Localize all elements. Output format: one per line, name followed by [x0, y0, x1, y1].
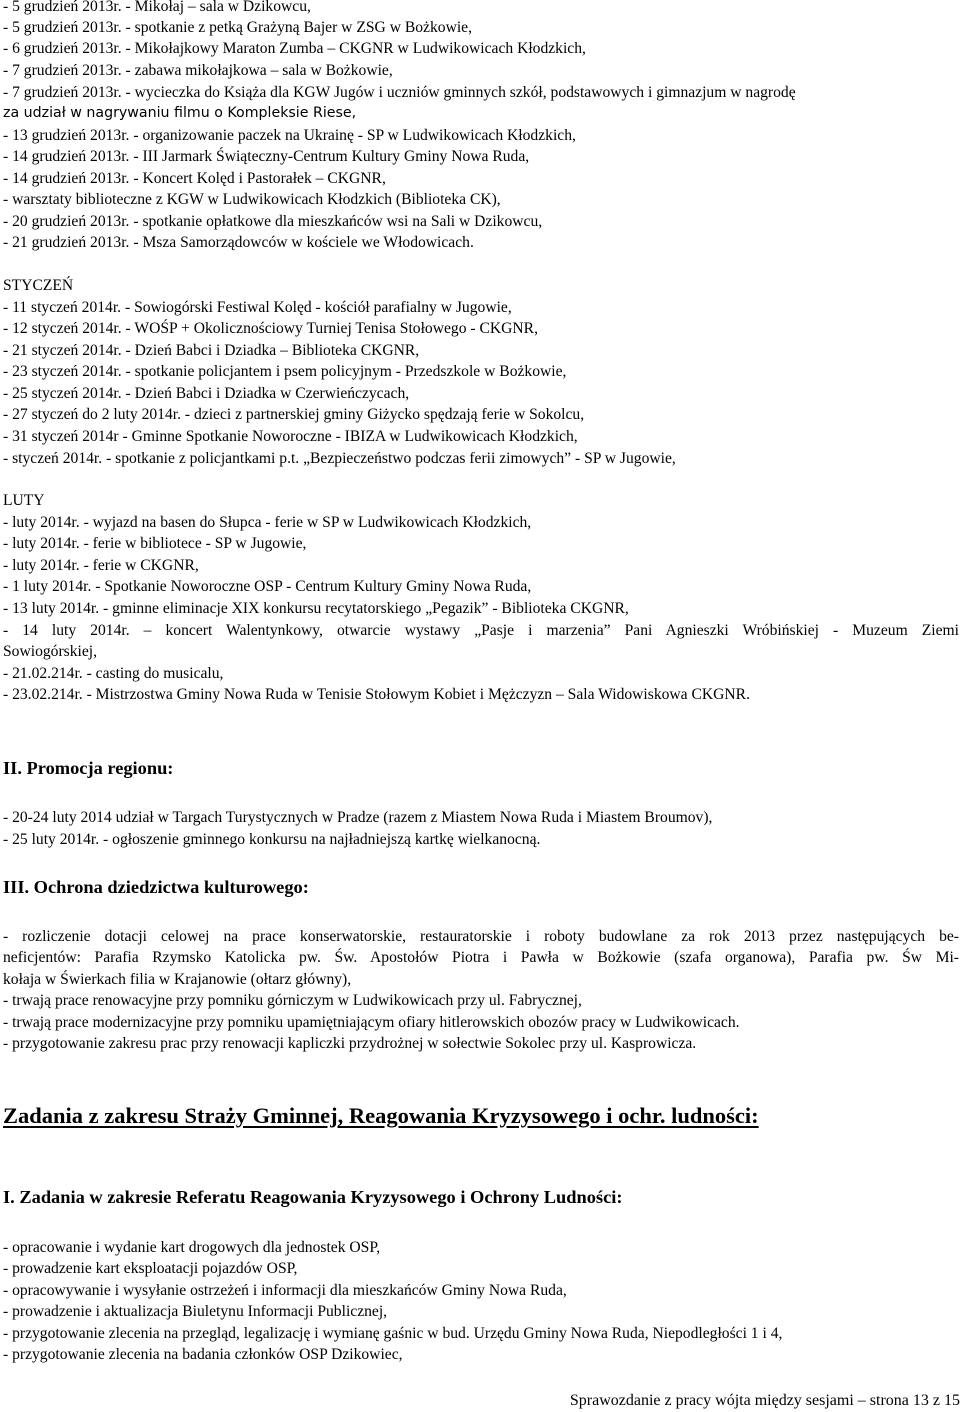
list-item: - 13 luty 2014r. - gminne eliminacje XIX konkursu recytatorskiego „Pegazik” - Biblioteka CKGNR,	[3, 600, 629, 617]
list-item: - luty 2014r. - ferie w CKGNR,	[3, 557, 199, 574]
list-item: - 21.02.214r. - casting do musicalu,	[3, 665, 224, 682]
list-item: - 6 grudzień 2013r. - Mikołajkowy Maraton Zumba – CKGNR w Ludwikowicach Kłodzkich,	[3, 40, 586, 57]
list-item: - 21 grudzień 2013r. - Msza Samorządowców w kościele we Włodowicach.	[3, 234, 474, 251]
list-item: - styczeń 2014r. - spotkanie z policjantkami p.t. „Bezpieczeństwo podczas ferii zimowych” - SP w Jugowie,	[3, 450, 676, 467]
list-item: - 1 luty 2014r. - Spotkanie Noworoczne OSP - Centrum Kultury Gminy Nowa Ruda,	[3, 578, 532, 595]
list-item: za udział w nagrywaniu filmu o Kompleksie Riese,	[3, 105, 357, 121]
list-item: - 5 grudzień 2013r. - Mikołaj – sala w Dzikowcu,	[3, 0, 311, 15]
section-heading-referat: I. Zadania w zakresie Referatu Reagowania Kryzysowego i Ochrony Ludności:	[3, 1187, 623, 1207]
list-item: - 21 styczeń 2014r. - Dzień Babci i Dziadka – Biblioteka CKGNR,	[3, 342, 420, 359]
list-item: - 27 styczeń do 2 luty 2014r. - dzieci z partnerskiej gminy Giżycko spędzają ferie w Sokolcu,	[3, 406, 585, 423]
list-item: - luty 2014r. - ferie w bibliotece - SP w Jugowie,	[3, 535, 307, 552]
list-item: - 14 luty 2014r. – koncert Walentynkowy, otwarcie wystawy „Pasje i marzenia” Pani Agnieszki Wróbińskiej - Muzeum Ziemi	[3, 622, 959, 639]
list-item: - 12 styczeń 2014r. - WOŚP + Okolicznościowy Turniej Tenisa Stołowego - CKGNR,	[3, 320, 538, 337]
list-item: - 11 styczeń 2014r. - Sowiogórski Festiwal Kolęd - kościół parafialny w Jugowie,	[3, 299, 512, 316]
list-item: - prowadzenie i aktualizacja Biuletynu Informacji Publicznej,	[3, 1303, 388, 1320]
list-item: - trwają prace modernizacyjne przy pomniku upamiętniającym ofiary hitlerowskich obozów pracy w Ludwikowicach.	[3, 1014, 740, 1031]
list-item: - przygotowanie zlecenia na badania członków OSP Dzikowiec,	[3, 1346, 403, 1363]
list-item: - przygotowanie zakresu prac przy renowacji kapliczki przydrożnej w sołectwie Sokolec przy ul. Kasprowicza.	[3, 1035, 697, 1052]
page-footer: Sprawozdanie z pracy wójta między sesjami – strona 13 z 15	[569, 1392, 960, 1409]
list-item: neficjentów: Parafia Rzymsko Katolicka pw. Św. Apostołów Piotra i Pawła w Bożkowie (szafa organowa), Parafia pw. Św Mi-	[3, 949, 959, 966]
list-item: Sowiogórskiej,	[3, 643, 97, 660]
section-heading-promocja: II. Promocja regionu:	[3, 758, 174, 778]
list-item: - 14 grudzień 2013r. - Koncert Kolęd i Pastorałek – CKGNR,	[3, 170, 386, 187]
chapter-heading-zadania: Zadania z zakresu Straży Gminnej, Reagowania Kryzysowego i ochr. ludności:	[3, 1103, 759, 1128]
list-item: - opracowanie i wydanie kart drogowych dla jednostek OSP,	[3, 1239, 381, 1256]
list-item: - 14 grudzień 2013r. - III Jarmark Świąteczny-Centrum Kultury Gminy Nowa Ruda,	[3, 148, 530, 165]
list-item: - 20-24 luty 2014 udział w Targach Turystycznych w Pradze (razem z Miastem Nowa Ruda i Miastem Broumov),	[3, 809, 713, 826]
list-item: kołaja w Świerkach filia w Krajanowie (ołtarz główny),	[3, 971, 352, 988]
list-item: - 23.02.214r. - Mistrzostwa Gminy Nowa Ruda w Tenisie Stołowym Kobiet i Mężczyzn – Sala Widowiskowa CKGNR.	[3, 686, 750, 703]
list-item: - prowadzenie kart eksploatacji pojazdów OSP,	[3, 1260, 298, 1277]
list-item: - 23 styczeń 2014r. - spotkanie policjantem i psem policyjnym - Przedszkole w Bożkowie,	[3, 363, 567, 380]
month-heading-styczen: STYCZEŃ	[3, 277, 74, 294]
list-item: - opracowywanie i wysyłanie ostrzeżeń i informacji dla mieszkańców Gminy Nowa Ruda,	[3, 1282, 567, 1299]
section-heading-ochrona: III. Ochrona dziedzictwa kulturowego:	[3, 877, 309, 897]
list-item: - 7 grudzień 2013r. - zabawa mikołajkowa – sala w Bożkowie,	[3, 62, 393, 79]
month-heading-luty: LUTY	[3, 492, 45, 509]
list-item: - trwają prace renowacyjne przy pomniku górniczym w Ludwikowicach przy ul. Fabrycznej,	[3, 992, 582, 1009]
list-item: - rozliczenie dotacji celowej na prace konserwatorskie, restauratorskie i roboty budowlane za rok 2013 przez następujących be-	[3, 928, 959, 945]
list-item: - 25 styczeń 2014r. - Dzień Babci i Dziadka w Czerwieńczycach,	[3, 385, 410, 402]
list-item: - 31 styczeń 2014r - Gminne Spotkanie Noworoczne - IBIZA w Ludwikowicach Kłodzkich,	[3, 428, 578, 445]
list-item: - 7 grudzień 2013r. - wycieczka do Książa dla KGW Jugów i uczniów gminnych szkół, podstawowych i gimnazjum w nagrodę	[3, 84, 796, 101]
list-item: - przygotowanie zlecenia na przegląd, legalizację i wymianę gaśnic w bud. Urzędu Gminy Nowa Ruda, Niepodległości 1 i 4,	[3, 1325, 783, 1342]
list-item: - 5 grudzień 2013r. - spotkanie z petką Grażyną Bajer w ZSG w Bożkowie,	[3, 19, 472, 36]
list-item: - luty 2014r. - wyjazd na basen do Słupca - ferie w SP w Ludwikowicach Kłodzkich,	[3, 514, 532, 531]
list-item: - 20 grudzień 2013r. - spotkanie opłatkowe dla mieszkańców wsi na Sali w Dzikowcu,	[3, 213, 543, 230]
list-item: - 25 luty 2014r. - ogłoszenie gminnego konkursu na najładniejszą kartkę wielkanocną.	[3, 831, 541, 848]
list-item: - 13 grudzień 2013r. - organizowanie paczek na Ukrainę - SP w Ludwikowicach Kłodzkich,	[3, 127, 576, 144]
list-item: - warsztaty biblioteczne z KGW w Ludwikowicach Kłodzkich (Biblioteka CK),	[3, 191, 501, 208]
